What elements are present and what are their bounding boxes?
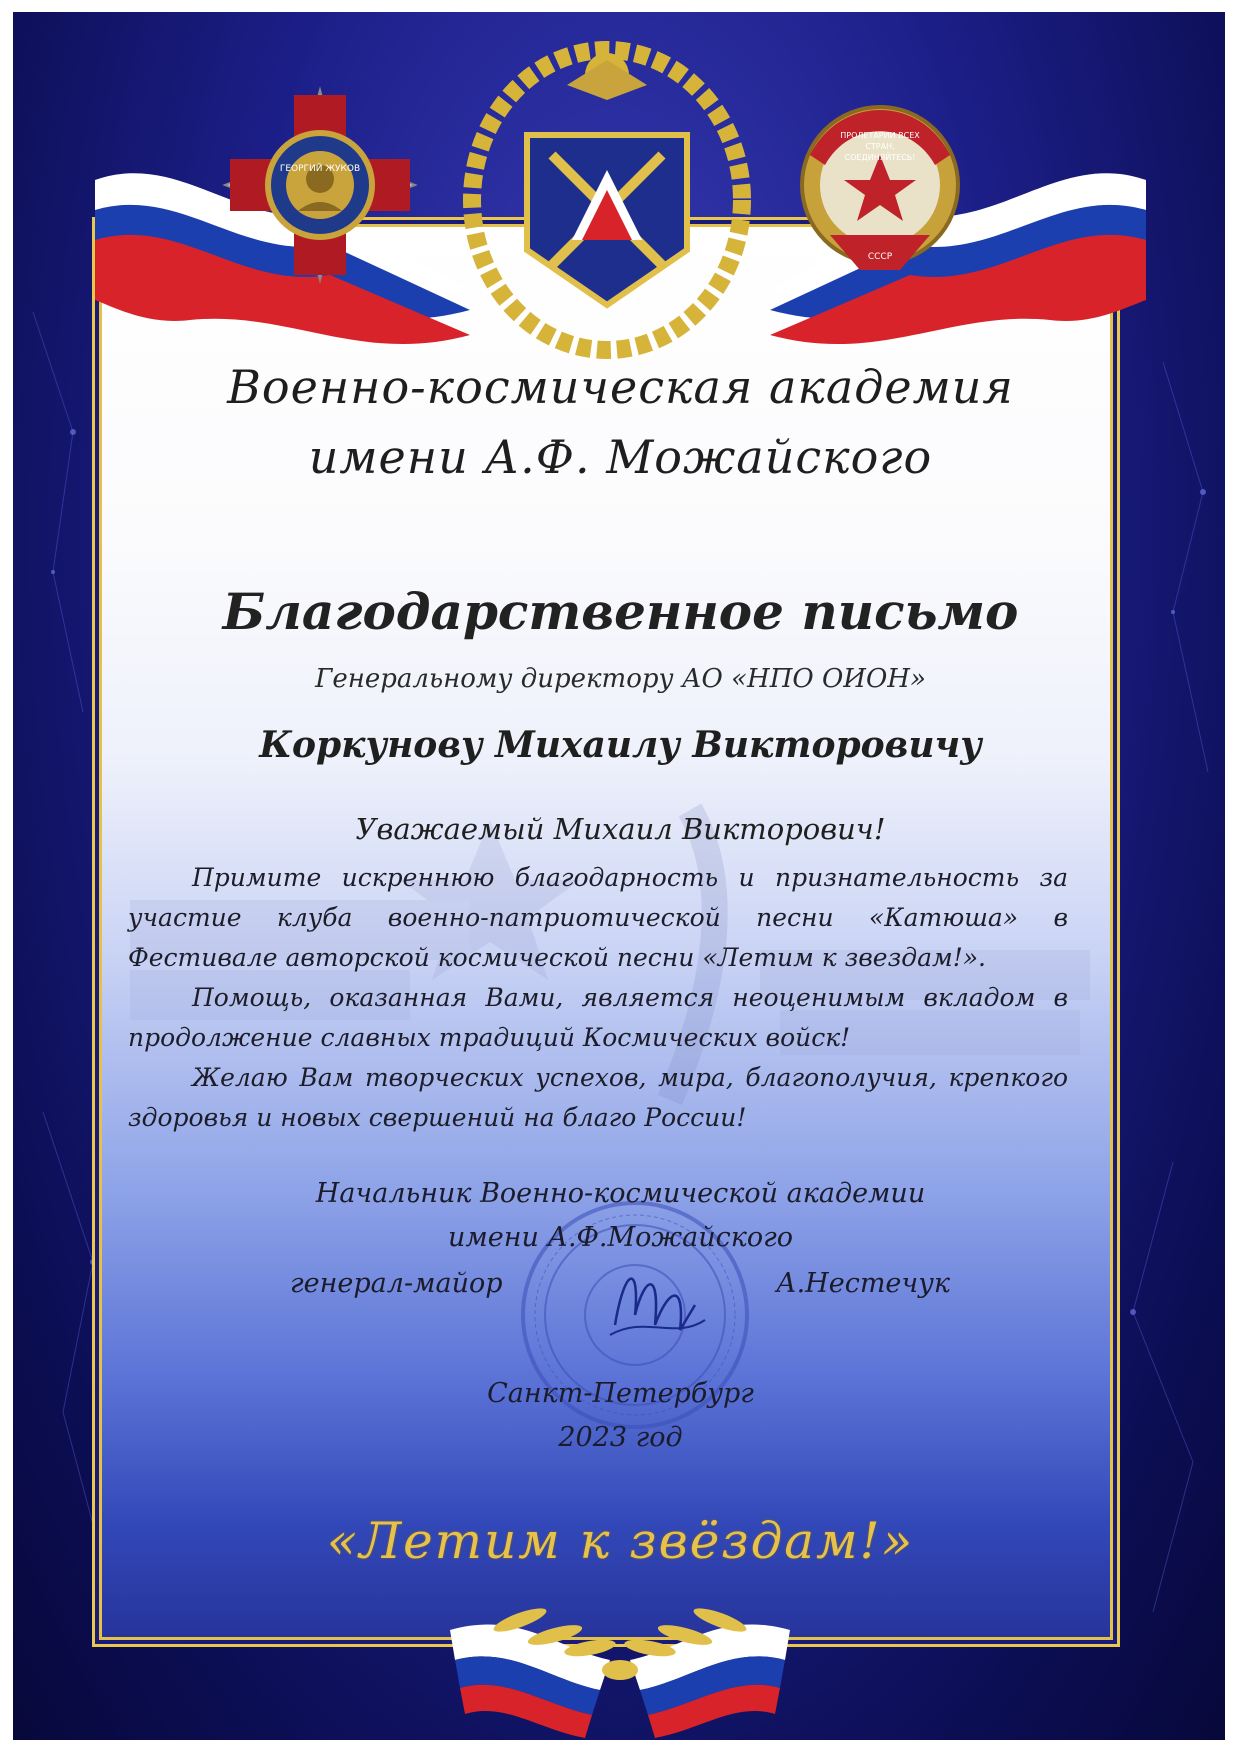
signatory-title-line1: Начальник Военно-космической академии <box>315 1178 926 1209</box>
body-paragraph: Желаю Вам творческих успехов, мира, благополучия, крепкого здоровья и новых свершений на благо России! <box>128 1063 1068 1132</box>
signatory-rank: генерал-майор <box>290 1268 503 1299</box>
handwritten-signature <box>595 1245 715 1355</box>
festival-motto: «Летим к звёздам!» <box>326 1512 915 1570</box>
academy-name-line2: имени А.Ф. Можайского <box>308 430 933 484</box>
zhukov-order-text <box>268 164 372 174</box>
body-paragraph: Примите искреннюю благодарность и признательность за участие клуба военно-патриотической песни «Катюша» в Фестивале авторской космической песни «Летим к звездам!». <box>128 863 1068 972</box>
letter-body <box>128 858 1068 1138</box>
academy-emblem-icon <box>472 50 742 350</box>
red-banner-country: СССР <box>867 252 893 262</box>
city: Санкт-Петербург <box>487 1378 754 1409</box>
signatory-title-line2: имени А.Ф.Можайского <box>447 1222 793 1253</box>
body-paragraph: Помощь, оказанная Вами, является неоценимым вкладом в продолжение славных традиций Космических войск! <box>128 983 1068 1052</box>
signatory-name: А.Нестечук <box>776 1268 950 1299</box>
addressee-position: Генеральному директору АО «НПО ОИОН» <box>315 664 926 694</box>
bottom-laurel-flags <box>0 1590 1241 1740</box>
addressee-name: Коркунову Михаилу Викторовичу <box>259 724 982 766</box>
red-banner-slogan: ПРОЛЕТАРИИ ВСЕХ СТРАН, СОЕДИНЯЙТЕСЬ! <box>840 131 920 162</box>
document-title: Благодарственное письмо <box>222 582 1019 641</box>
greeting: Уважаемый Михаил Викторович! <box>355 812 886 846</box>
header-emblems <box>0 0 1241 400</box>
zhukov-order-label: ГЕОРГИЙ ЖУКОВ <box>279 164 361 174</box>
year: 2023 год <box>558 1422 683 1453</box>
red-banner-bottom-text <box>850 252 910 262</box>
red-banner-text <box>830 130 930 163</box>
academy-name-line1: Военно-космическая академия <box>227 360 1014 414</box>
